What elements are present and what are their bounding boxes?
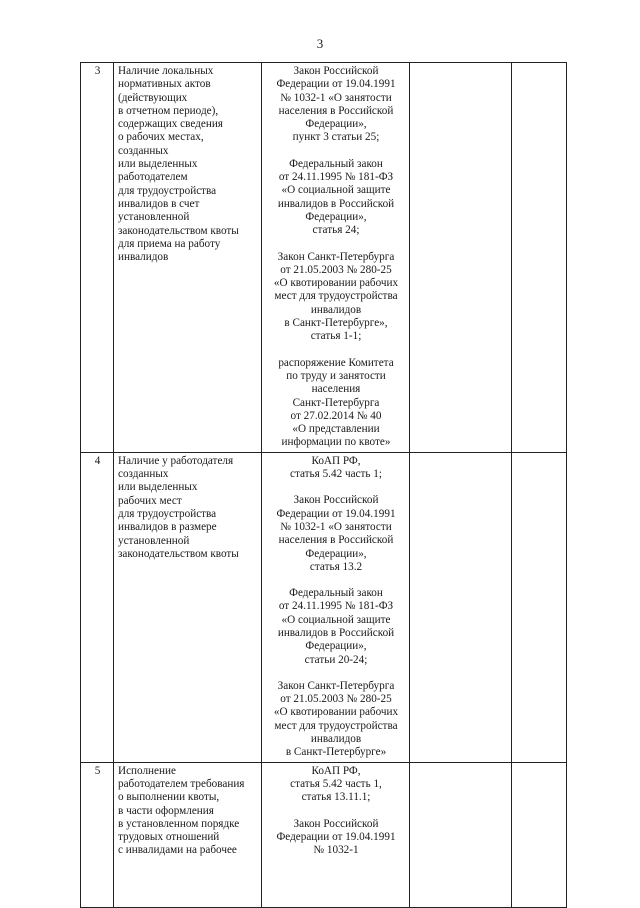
row-number: 5 bbox=[81, 762, 114, 907]
row-number: 3 bbox=[81, 63, 114, 453]
legal-reference: КоАП РФ, статья 5.42 часть 1; bbox=[289, 454, 383, 481]
empty-answer-cell bbox=[410, 63, 512, 453]
table-row bbox=[81, 762, 567, 907]
empty-answer-cell bbox=[410, 762, 512, 907]
empty-note-cell bbox=[512, 762, 567, 907]
requirement-text: Исполнение работодателем требования о выполнении квоты, в части оформления в установленном порядке трудовых отношений с инвалидами на рабочее bbox=[114, 762, 262, 907]
legal-reference: Закон Санкт-Петербурга от 21.05.2003 № 280-25 «О квотировании рабочих мест для трудоустройства инвалидов в Санкт-Петербурге», статья 1-1; bbox=[273, 250, 399, 343]
requirement-text: Наличие у работодателя созданных или выделенных рабочих мест для трудоустройства инвалидов в размере установленной законодательством квоты bbox=[114, 452, 262, 762]
legal-reference: Закон Российской Федерации от 19.04.1991 № 1032-1 «О занятости населения в Российской Федерации», пункт 3 статьи 25; bbox=[276, 65, 396, 144]
empty-note-cell bbox=[512, 63, 567, 453]
legal-reference: распоряжение Комитета по труду и занятости населения Санкт-Петербурга от 27.02.2014 № 40 «О представлении информации по квоте» bbox=[278, 356, 394, 449]
legal-basis-cell bbox=[262, 762, 410, 907]
requirements-table bbox=[80, 62, 567, 908]
empty-note-cell bbox=[512, 452, 567, 762]
requirement-text: Наличие локальных нормативных актов (действующих в отчетном периоде), содержащих сведения о рабочих местах, созданных или выделенных работодателем для трудоустройства инвалидов в счет установленной законодательством квоты для приема на работу инвалидов bbox=[114, 63, 262, 453]
table-row bbox=[81, 452, 567, 762]
empty-answer-cell bbox=[410, 452, 512, 762]
row-number: 4 bbox=[81, 452, 114, 762]
legal-reference: Федеральный закон от 24.11.1995 № 181-ФЗ «О социальной защите инвалидов в Российской Федерации», статьи 20-24; bbox=[277, 587, 395, 666]
legal-basis-cell bbox=[262, 452, 410, 762]
legal-reference: Федеральный закон от 24.11.1995 № 181-ФЗ «О социальной защите инвалидов в Российской Федерации», статья 24; bbox=[277, 157, 395, 237]
legal-reference: КоАП РФ, статья 5.42 часть 1, статья 13.11.1; bbox=[290, 764, 382, 804]
legal-reference: Закон Российской Федерации от 19.04.1991 № 1032-1 bbox=[276, 817, 396, 857]
legal-basis-cell bbox=[262, 63, 410, 453]
page-number: 3 bbox=[316, 36, 324, 51]
legal-reference: Закон Российской Федерации от 19.04.1991 № 1032-1 «О занятости населения в Российской Федерации», статья 13.2 bbox=[276, 494, 396, 573]
table-row bbox=[81, 63, 567, 453]
legal-reference: Закон Санкт-Петербурга от 21.05.2003 № 280-25 «О квотировании рабочих мест для трудоустройства инвалидов в Санкт-Петербурге» bbox=[273, 679, 399, 759]
